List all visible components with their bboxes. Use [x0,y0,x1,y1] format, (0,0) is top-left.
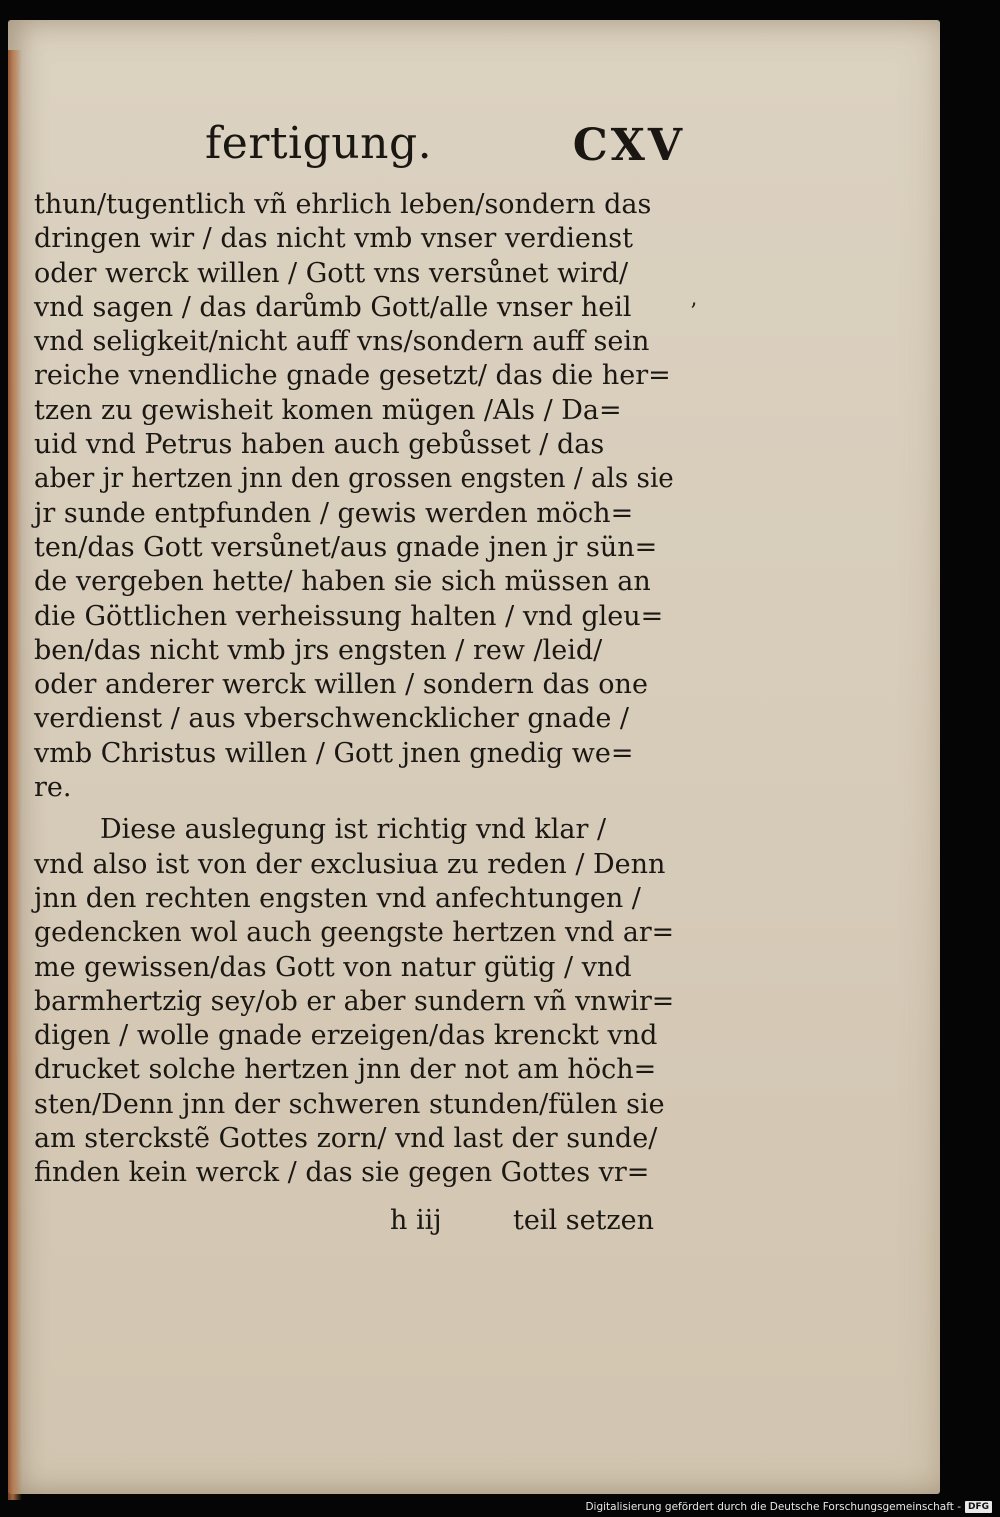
text-line: digen / wolle gnade erzeigen/das krenckt vnd [34,1020,658,1052]
text-line: aber jr hertzen jnn den grossen engsten / als sie [34,463,674,495]
text-line: tzen zu gewisheit komen mügen /Als / Da= [34,394,622,426]
text-line: thun/tugentlich vñ ehrlich leben/sondern das [34,189,652,220]
catchline [34,1205,674,1239]
text-line: de vergeben hette/ haben sie sich müssen an [34,566,651,598]
digitization-credit [585,1501,992,1513]
text-line: am sterckstẽ Gottes zorn/ vnd last der sunde/ [34,1123,658,1155]
folio-number: CXV [572,120,685,171]
dfg-logo: DFG [965,1501,992,1513]
text-line: sten/Denn jnn der schweren stunden/fülen sie [34,1088,665,1120]
text-line: oder anderer werck willen / sondern das one [34,669,648,701]
text-line: ben/das nicht vmb jrs engsten / rew /leid/ [34,634,603,666]
text-line: uid vnd Petrus haben auch gebůsset / das [34,429,605,461]
text-line: vnd also ist von der exclusiua zu reden / Denn [34,848,666,880]
text-line: dringen wir / das nicht vmb vnser verdienst [34,223,633,255]
text-line: vnd sagen / das darůmb Gott/alle vnser heil [34,291,632,323]
credit-text: Digitalisierung gefördert durch die Deutsche Forschungsgemeinschaft - [585,1501,961,1513]
text-line: drucket solche hertzen jnn der not am höch= [34,1054,657,1086]
running-headword: fertigung. [205,118,433,169]
margin-mark: ’ [690,300,697,325]
paragraph-gap [34,805,674,813]
binding-edge [8,50,22,1500]
text-line: ten/das Gott versůnet/aus gnade jnen jr sün= [34,531,658,563]
text-line: die Göttlichen verheissung halten / vnd gleu= [34,600,664,632]
text-line: barmhertzig sey/ob er aber sundern vñ vnwir= [34,985,675,1017]
text-line: oder werck willen / Gott vns versůnet wird/ [34,257,629,289]
catchword: teil setzen [513,1205,654,1236]
text-line: jr sunde entpfunden / gewis werden möch= [34,497,634,529]
text-line: vmb Christus willen / Gott jnen gnedig we= [34,737,634,769]
text-line: re. [34,772,72,804]
signature-mark: h iij [390,1205,442,1236]
text-line: me gewissen/das Gott von natur gütig / vnd [34,951,632,983]
text-line: finden kein werck / das sie gegen Gottes vr= [34,1157,650,1189]
text-line: verdienst / aus vberschwencklicher gnade / [34,703,630,735]
running-head [205,118,685,178]
text-line: vnd seligkeit/nicht auff vns/sondern auff sein [34,326,650,358]
text-line: reiche vnendliche gnade gesetzt/ das die her= [34,360,671,392]
text-line: jnn den rechten engsten vnd anfechtungen / [34,882,641,914]
text-line: gedencken wol auch geengste hertzen vnd ar= [34,917,675,949]
body-text [34,188,674,1191]
text-line: Diese auslegung ist richtig vnd klar / [100,814,607,846]
